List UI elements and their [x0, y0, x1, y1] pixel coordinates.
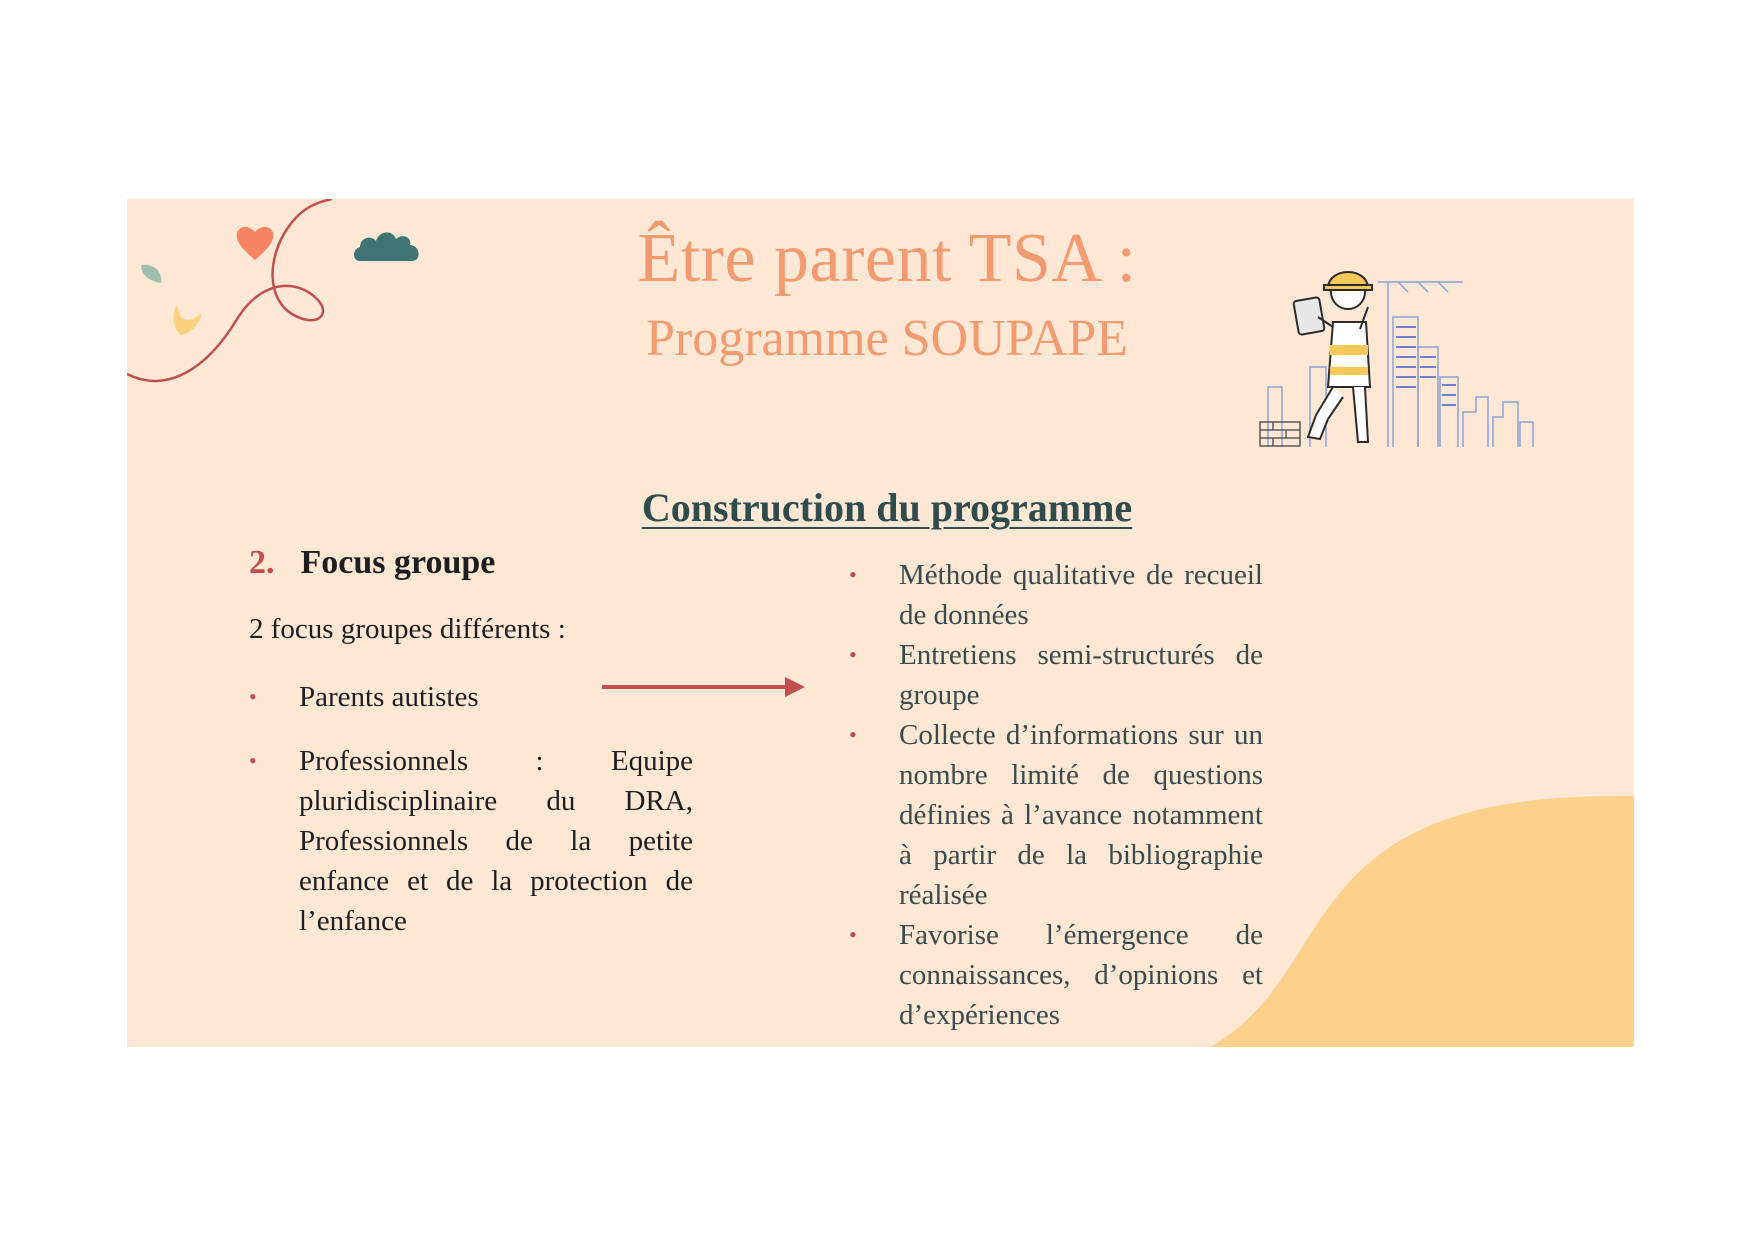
focus-group-list — [249, 677, 693, 965]
bullet-icon: • — [249, 684, 257, 709]
subheading-label: Focus groupe — [300, 544, 496, 581]
slide-title: Être parent TSA : — [637, 220, 1137, 297]
list-item-text: Favorise l’émergence de connaissances, d’opinions et d’expériences — [899, 919, 1263, 1031]
list-item-text: Collecte d’informations sur un nombre limité de questions définies à l’avance notamment à partir de la bibliographie réalisée — [899, 719, 1263, 911]
list-item-text: Méthode qualitative de recueil de données — [899, 559, 1263, 631]
construction-worker-illustration — [1248, 237, 1548, 467]
bullet-icon: • — [849, 562, 857, 587]
bullet-icon: • — [849, 722, 857, 747]
bullet-icon: • — [849, 642, 857, 667]
slide — [127, 199, 1634, 1047]
bullet-icon: • — [249, 748, 257, 773]
list-item — [849, 915, 1263, 1035]
method-list — [849, 555, 1263, 1035]
arrow-right-icon — [602, 675, 807, 699]
list-item — [849, 555, 1263, 635]
list-item-text: Professionnels : Equipe pluridisciplinaire du DRA, Professionnels de la petite enfance et de la protection de l’enfance — [299, 745, 693, 937]
list-item-text: Entretiens semi-structurés de groupe — [899, 639, 1263, 711]
slide-subtitle: Programme SOUPAPE — [645, 310, 1128, 367]
subheading-number: 2. — [249, 544, 275, 581]
list-item — [849, 635, 1263, 715]
list-item — [249, 741, 693, 941]
section-heading: Construction du programme — [641, 485, 1133, 530]
intro-text: 2 focus groupes différents : — [249, 613, 566, 645]
subheading — [249, 544, 495, 582]
bullet-icon: • — [849, 922, 857, 947]
yellow-blob-decoration — [1207, 794, 1634, 1047]
list-item-text: Parents autistes — [299, 681, 479, 713]
list-item — [849, 715, 1263, 915]
